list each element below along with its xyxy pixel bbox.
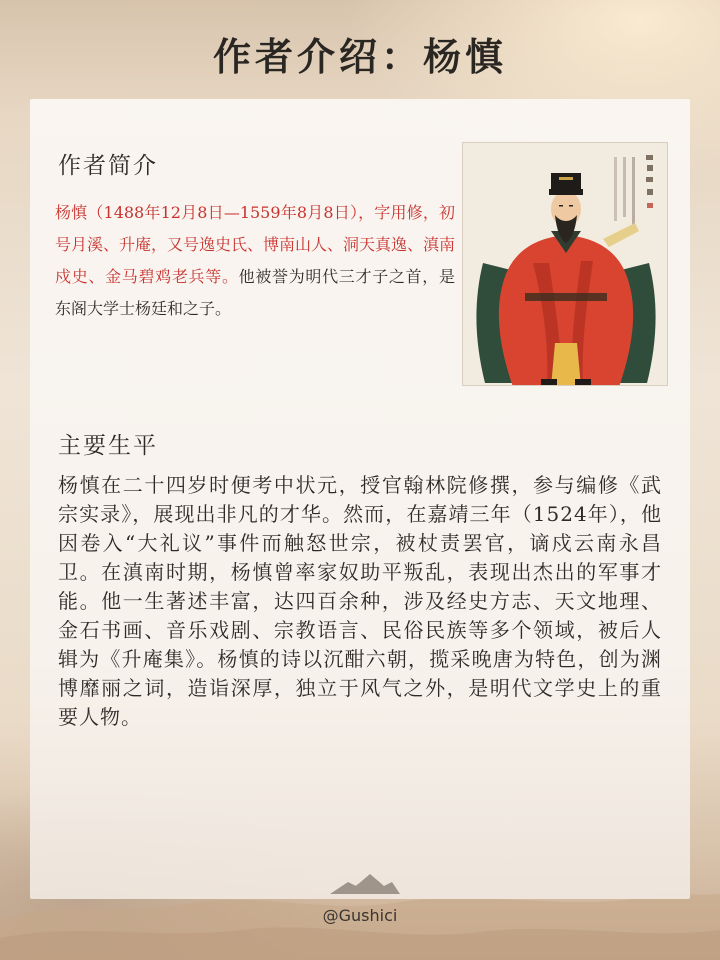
page-title: 作者介绍：杨慎 (212, 35, 507, 79)
intro-heading: 作者简介 (58, 153, 158, 179)
portrait-illustration (463, 143, 668, 386)
intro-paragraph (55, 197, 455, 325)
intro-text-red: 杨慎（1488年12月8日—1559年8月8日），字用修，初号月溪、升庵，又号逸史氏、博南山人、洞天真逸、滇南戍史、金马碧鸡老兵等。 (55, 203, 456, 286)
life-paragraph: 杨慎在二十四岁时便考中状元，授官翰林院修撰，参与编修《武宗实录》，展现出非凡的才华。然而，在嘉靖三年（1524年），他因卷入“大礼议”事件而触怒世宗，被杖责罢官，谪戍云南永昌卫。在滇南时期，杨慎曾率家奴助平叛乱，表现出杰出的军事才能。他一生著述丰富，达四百余种，涉及经史方志、天文地理、金石书画、音乐戏剧、宗教语言、民俗民族等多个领域，被后人辑为《升庵集》。杨慎的诗以沉酣六朝，揽采晚唐为特色，创为渊博靡丽之词，造诣深厚，独立于风气之外，是明代文学史上的重要人物。 (58, 473, 662, 729)
mountain-icon (330, 872, 400, 894)
content-card (30, 99, 690, 899)
author-portrait (462, 142, 668, 386)
intro-text-black: 他被誉为明代三才子之首，是东阁大学士杨廷和之子。 (55, 267, 455, 318)
footer-handle: @Gushici (322, 906, 398, 925)
life-heading: 主要生平 (58, 433, 158, 459)
